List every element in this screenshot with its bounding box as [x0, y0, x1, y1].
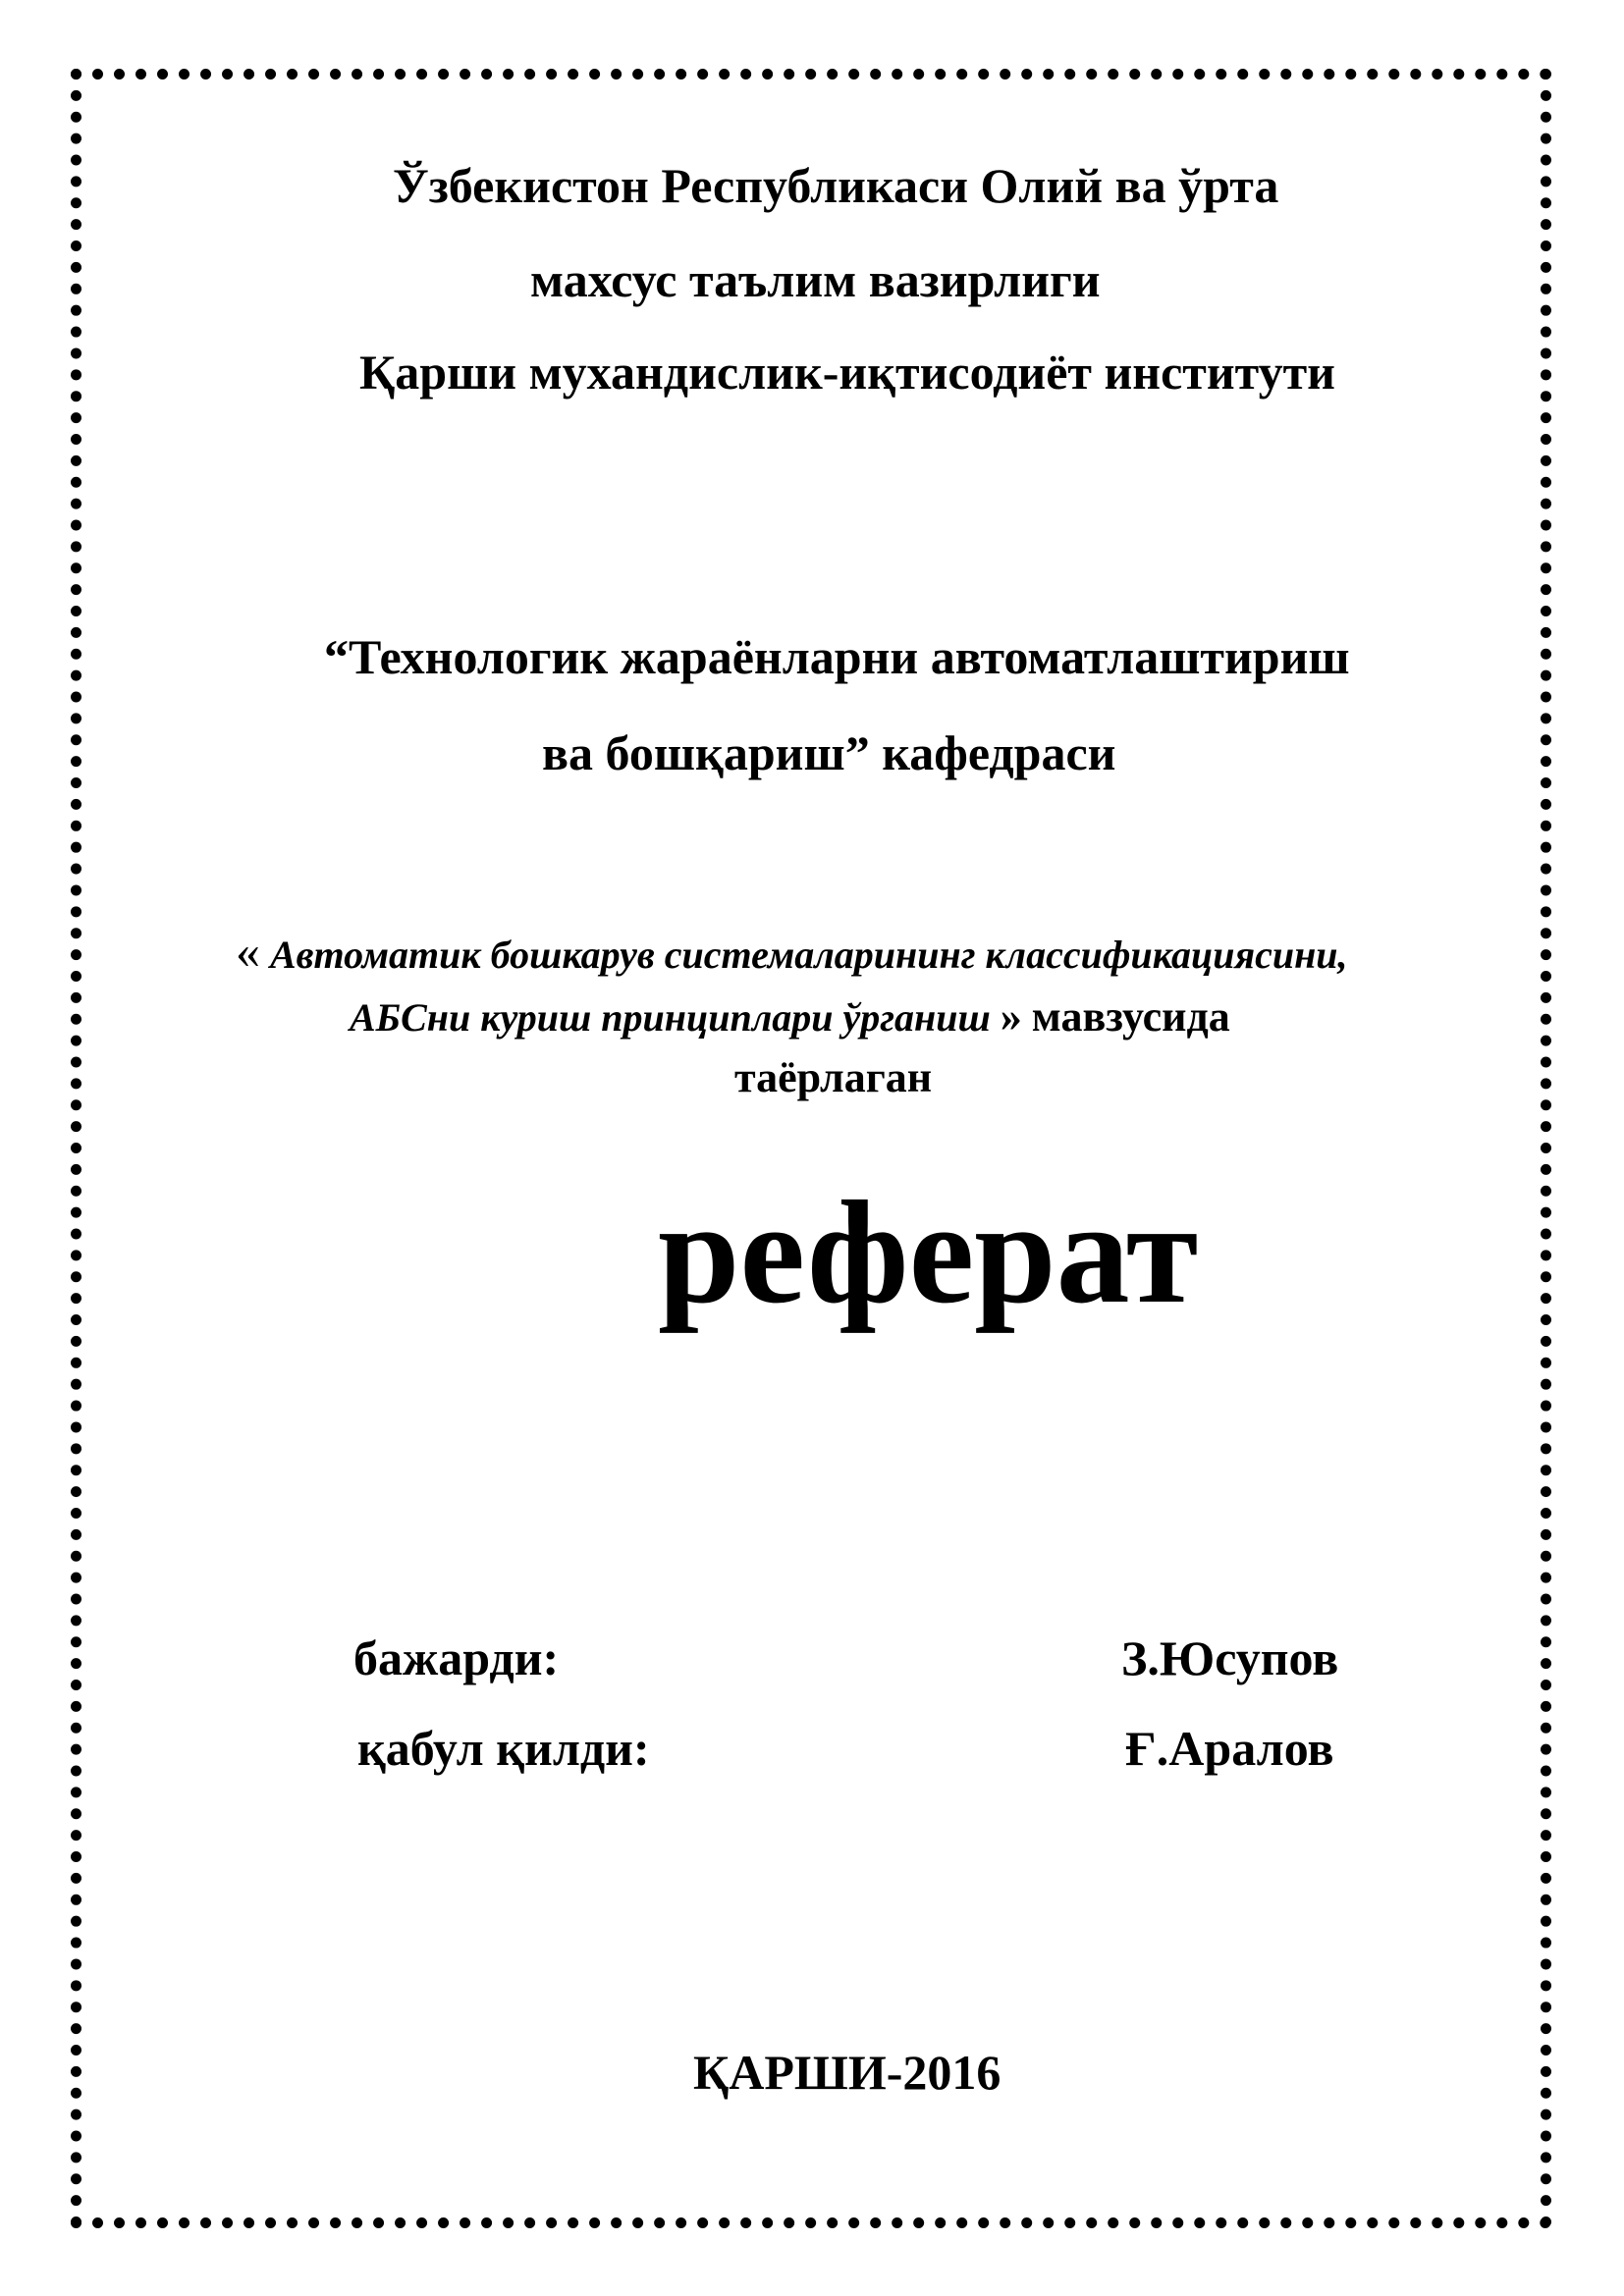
topic-open-quote: « — [236, 924, 260, 979]
document-type-title: реферат — [658, 1171, 1199, 1334]
topic-title-part-1: Автоматик бошкарув системаларининг классификациясини, — [270, 933, 1348, 977]
ministry-line-1: Ўзбекистон Республикаси Олий ва ўрта — [393, 158, 1279, 213]
ministry-line-2: махсус таълим вазирлиги — [530, 252, 1101, 307]
department-line-2: ва бошқариш” кафедраси — [542, 725, 1116, 780]
department-line-1: “Технологик жараёнларни автоматлаштириш — [324, 629, 1350, 684]
topic-suffix: мавзусида — [1031, 992, 1230, 1041]
performed-name: З.Юсупов — [1121, 1630, 1339, 1685]
city-year: ҚАРШИ-2016 — [693, 2045, 1001, 2100]
accepted-label: қабул қилди: — [357, 1721, 650, 1776]
institute-name: Қарши мухандислик-иқтисодиёт институти — [359, 345, 1335, 400]
topic-line-2 — [350, 991, 1230, 1041]
performed-label: бажарди: — [353, 1630, 560, 1685]
accepted-name: Ғ.Аралов — [1125, 1721, 1334, 1776]
prepared-label: таёрлаган — [734, 1053, 933, 1101]
topic-line-1 — [236, 923, 1348, 980]
topic-title-part-2: АБСни куриш принциплари ўрганиш — [350, 995, 991, 1040]
topic-close-quote: » — [1000, 992, 1022, 1041]
